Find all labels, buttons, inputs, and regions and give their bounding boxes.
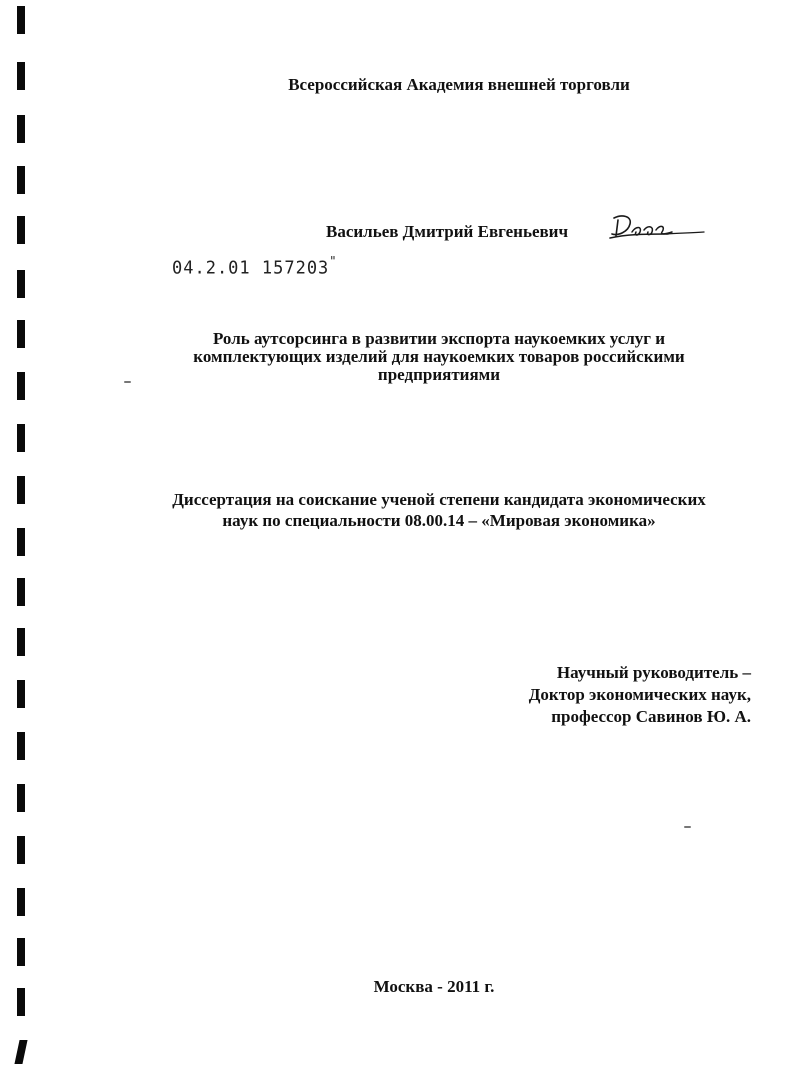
binding-mark [17,578,25,606]
institution-heading: Всероссийская Академия внешней торговли [288,75,630,94]
advisor-line: Доктор экономических наук, [528,685,751,704]
stamp-tick: " [329,253,338,268]
binding-mark [17,528,25,556]
statement-line: наук по специальности 08.00.14 – «Мировая экономика» [222,511,656,530]
binding-mark [17,424,25,452]
binding-mark [17,680,25,708]
advisor-line: Научный руководитель – [556,663,751,682]
archive-stamp-number: 04.2.01 157203 [172,257,330,279]
topic-line: Роль аутсорсинга в развитии экспорта наукоемких услуг и [212,329,666,348]
topic-line: комплектующих изделий для наукоемких товаров российскими [193,347,685,366]
dissertation-statement [0,489,792,531]
binding-mark [14,1040,27,1064]
signature-image [608,212,708,246]
binding-mark [17,732,25,760]
topic-line: предприятиями [377,365,501,384]
binding-mark [17,166,25,194]
binding-mark [17,836,25,864]
city-year: Москва - 2011 г. [373,977,495,996]
advisor-line: профессор Савинов Ю. А. [551,707,751,726]
binding-marks [0,0,40,1072]
binding-mark [17,270,25,298]
binding-mark [17,888,25,916]
binding-mark [17,784,25,812]
binding-mark [17,216,25,244]
dissertation-topic [0,330,792,384]
author-name: Васильев Дмитрий Евгеньевич [326,222,569,241]
scientific-advisor [529,662,751,728]
binding-mark [17,628,25,656]
scan-speck [684,826,691,828]
scan-speck [124,381,131,383]
archive-stamp [172,253,338,279]
binding-mark [17,938,25,966]
binding-mark [17,6,25,34]
statement-line: Диссертация на соискание ученой степени кандидата экономических [172,490,706,509]
binding-mark [17,115,25,143]
